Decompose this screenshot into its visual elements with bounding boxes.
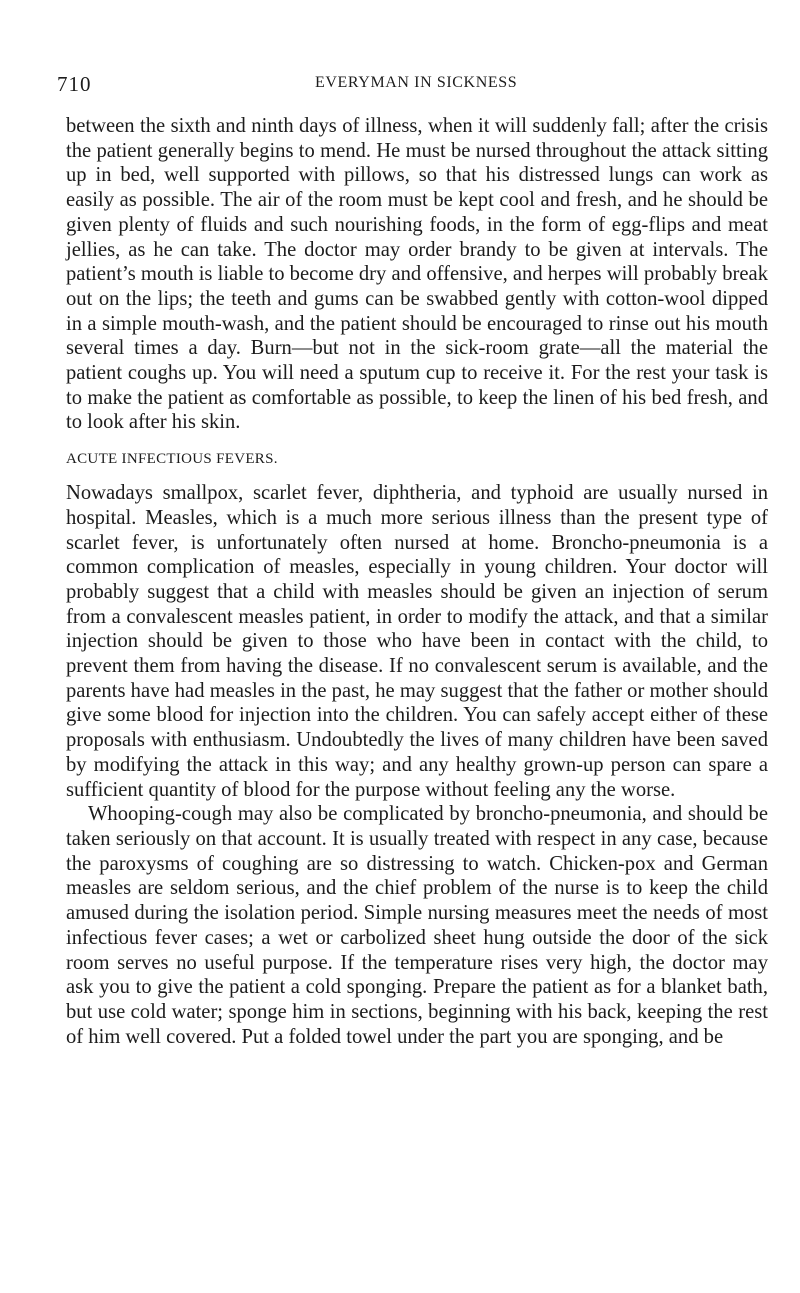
running-head	[57, 72, 765, 96]
paragraph-continuation: between the sixth and ninth days of illness, when it will suddenly fall; after the crisis the patient generally begins to mend. He must be nursed throughout the attack sitting up in bed, well supported with pillows, so that his distressed lungs can work as easily as possible. The air of the room must be kept cool and fresh, and he should be given plenty of fluids and such nourishing foods, in the form of egg-flips and meat jellies, as he can take. The doctor may order brandy to be given at intervals. The patient’s mouth is liable to become dry and offensive, and herpes will probably break out on the lips; the teeth and gums can be swabbed gently with cotton-wool dipped in a simple mouth-wash, and the patient should be encouraged to rinse out his mouth several times a day. Burn—but not in the sick-room grate—all the material the patient coughs up. You will need a sputum cup to receive it. For the rest your task is to make the patient as comfortable as possible, to keep the linen of his bed fresh, and to look after his skin.	[66, 115, 768, 434]
section-heading: ACUTE INFECTIOUS FEVERS.	[66, 451, 278, 468]
running-title: EVERYMAN IN SICKNESS	[315, 74, 518, 91]
paragraph-measles: Nowadays smallpox, scarlet fever, diphtheria, and typhoid are usually nursed in hospital. Measles, which is a much more serious illness than the present type of scarlet fever, is unfortunately often nursed at home. Broncho-pneumonia is a common complication of measles, especially in young children. Your doctor will probably suggest that a child with measles should be given an injection of serum from a convalescent measles patient, in order to modify the attack, and that a similar injection should be given to those who have been in contact with the child, to prevent them from having the disease. If no convalescent serum is available, and the parents have had measles in the past, he may suggest that the father or mother should give some blood for injection into the children. You can safely accept either of these proposals with enthusiasm. Undoubtedly the lives of many children have been saved by modifying the attack in this way; and any healthy grown-up person can spare a sufficient quantity of blood for the purpose without feeling any the worse.	[66, 482, 768, 801]
page-number: 710	[57, 72, 92, 96]
page-body	[66, 114, 768, 1049]
paragraph-whooping-cough: Whooping-cough may also be complicated by broncho-pneumonia, and should be taken seriously on that account. It is usually treated with respect in any case, because the paroxysms of coughing are so distressing to watch. Chicken-pox and German measles are seldom serious, and the chief problem of the nurse is to keep the child amused during the isolation period. Simple nursing measures meet the needs of most infectious fever cases; a wet or carbolized sheet hung outside the door of the sick room serves no useful purpose. If the temperature rises very high, the doctor may ask you to give the patient a cold sponging. Prepare the patient as for a blanket bath, but use cold water; sponge him in sections, beginning with his back, keeping the rest of him well covered. Put a folded towel under the part you are sponging, and be	[66, 803, 768, 1048]
